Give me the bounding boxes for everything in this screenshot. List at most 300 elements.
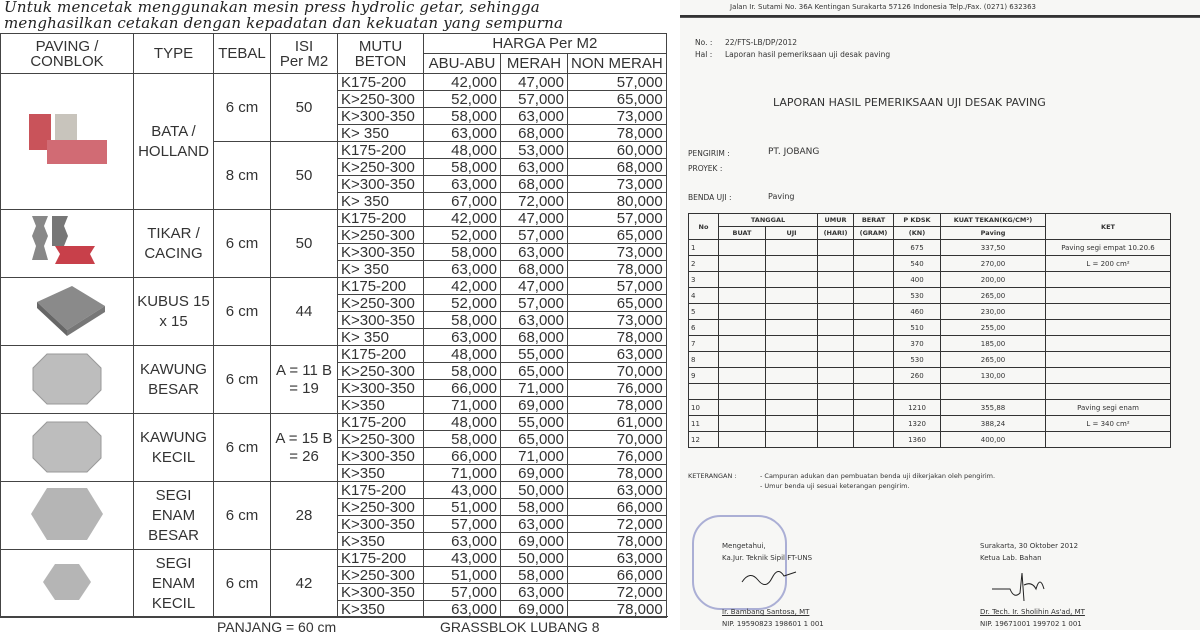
berat-cell [854,304,894,320]
header-abu: ABU-ABU [424,54,501,74]
tebal-cell: 6 cm [214,482,271,550]
isi-cell: 50 [271,142,338,210]
berat-cell [854,384,894,400]
umur-cell [818,384,854,400]
header-hari: (HARI) [818,227,854,240]
berat-cell [854,368,894,384]
price-row [1,550,667,567]
result-row [689,320,1171,336]
type-cell: SEGI ENAM BESAR [134,482,214,550]
mutu-cell: K>300-350 [338,380,424,397]
non-merah-price-cell: 73,000 [568,108,667,125]
merah-price-cell: 65,000 [501,431,568,448]
uji-cell [766,336,818,352]
non-merah-price-cell: 72,000 [568,584,667,601]
result-row [689,400,1171,416]
no-cell: 3 [689,272,719,288]
abu-price-cell: 42,000 [424,74,501,91]
no-cell: 9 [689,368,719,384]
header-ket: KET [1046,214,1171,240]
merah-price-cell: 68,000 [501,125,568,142]
header-umur: UMUR [818,214,854,227]
pkdsk-cell: 1210 [894,400,941,416]
merah-price-cell: 57,000 [501,227,568,244]
abu-price-cell: 48,000 [424,414,501,431]
table-footer-row [0,616,668,635]
non-merah-price-cell: 70,000 [568,363,667,380]
result-row [689,304,1171,320]
no-cell: 4 [689,288,719,304]
tebal-cell: 8 cm [214,142,271,210]
header-pkdsk: P KDSK [894,214,941,227]
kuat-tekan-cell: 130,00 [941,368,1046,384]
non-merah-price-cell: 57,000 [568,74,667,91]
header-non-merah: NON MERAH [568,54,667,74]
benda-uji-label: BENDA UJI : [688,193,732,202]
isi-cell: 44 [271,278,338,346]
benda-uji-value: Paving [768,192,795,201]
non-merah-price-cell: 78,000 [568,533,667,550]
kajur-label: Ka.Jur. Teknik Sipil FT-UNS [722,554,813,562]
buat-cell [719,288,766,304]
mutu-cell: K175-200 [338,346,424,363]
isi-cell: 50 [271,210,338,278]
non-merah-price-cell: 66,000 [568,499,667,516]
kuat-tekan-cell [941,384,1046,400]
abu-price-cell: 52,000 [424,295,501,312]
abu-price-cell: 57,000 [424,584,501,601]
merah-price-cell: 69,000 [501,601,568,618]
berat-cell [854,288,894,304]
umur-cell [818,336,854,352]
result-row [689,336,1171,352]
merah-price-cell: 63,000 [501,108,568,125]
abu-price-cell: 63,000 [424,261,501,278]
pkdsk-cell: 1320 [894,416,941,432]
abu-price-cell: 63,000 [424,601,501,618]
buat-cell [719,368,766,384]
mutu-cell: K>300-350 [338,108,424,125]
signature-2 [990,565,1050,605]
merah-price-cell: 57,000 [501,295,568,312]
ket-cell [1046,304,1171,320]
merah-price-cell: 53,000 [501,142,568,159]
pkdsk-cell: 530 [894,352,941,368]
buat-cell [719,304,766,320]
mutu-cell: K175-200 [338,278,424,295]
kuat-tekan-cell: 200,00 [941,272,1046,288]
isi-cell: 50 [271,74,338,142]
non-merah-price-cell: 73,000 [568,312,667,329]
buat-cell [719,384,766,400]
merah-price-cell: 71,000 [501,448,568,465]
ket-cell [1046,384,1171,400]
header-gram: (GRAM) [854,227,894,240]
uji-cell [766,288,818,304]
mutu-cell: K175-200 [338,414,424,431]
kuat-tekan-cell: 388,24 [941,416,1046,432]
header-paving: PAVING / CONBLOK [1,34,134,74]
mengetahui-label: Mengetahui, [722,542,766,550]
non-merah-price-cell: 76,000 [568,380,667,397]
berat-cell [854,432,894,448]
ket-cell [1046,368,1171,384]
berat-cell [854,240,894,256]
non-merah-price-cell: 65,000 [568,295,667,312]
mutu-cell: K>250-300 [338,363,424,380]
buat-cell [719,416,766,432]
pkdsk-cell: 460 [894,304,941,320]
tebal-cell: 6 cm [214,210,271,278]
umur-cell [818,256,854,272]
merah-price-cell: 50,000 [501,550,568,567]
paving-image-cell [1,210,134,278]
ket-cell [1046,320,1171,336]
non-merah-price-cell: 68,000 [568,159,667,176]
non-merah-price-cell: 63,000 [568,550,667,567]
report-title: LAPORAN HASIL PEMERIKSAAN UJI DESAK PAVING [773,96,1046,109]
paving-image-cell [1,550,134,618]
non-merah-price-cell: 57,000 [568,210,667,227]
no-cell: 10 [689,400,719,416]
buat-cell [719,240,766,256]
kuat-tekan-cell: 400,00 [941,432,1046,448]
non-merah-price-cell: 78,000 [568,465,667,482]
mutu-cell: K>350 [338,397,424,414]
pkdsk-cell: 530 [894,288,941,304]
keterangan-line-2: - Umur benda uji sesuai keterangan pengirim. [760,482,910,490]
mutu-cell: K>300-350 [338,448,424,465]
kuat-tekan-cell: 265,00 [941,288,1046,304]
uji-cell [766,304,818,320]
umur-cell [818,240,854,256]
merah-price-cell: 68,000 [501,261,568,278]
no-cell: 5 [689,304,719,320]
buat-cell [719,400,766,416]
pkdsk-cell: 260 [894,368,941,384]
paving-image-cell [1,482,134,550]
berat-cell [854,352,894,368]
abu-price-cell: 58,000 [424,431,501,448]
kuat-tekan-cell: 255,00 [941,320,1046,336]
umur-cell [818,400,854,416]
mutu-cell: K175-200 [338,142,424,159]
hal-value: Laporan hasil pemeriksaan uji desak paving [725,50,891,59]
umur-cell [818,320,854,336]
no-value: 22/FTS-LB/DP/2012 [725,38,798,47]
non-merah-price-cell: 73,000 [568,244,667,261]
hal-label: Hal : [695,50,713,59]
berat-cell [854,336,894,352]
abu-price-cell: 67,000 [424,193,501,210]
mutu-cell: K>250-300 [338,227,424,244]
abu-price-cell: 63,000 [424,329,501,346]
merah-price-cell: 58,000 [501,567,568,584]
merah-price-cell: 47,000 [501,278,568,295]
result-row [689,352,1171,368]
non-merah-price-cell: 63,000 [568,482,667,499]
paving-hex-image [4,484,130,547]
header-kn: (KN) [894,227,941,240]
header-paving: Paving [941,227,1046,240]
merah-price-cell: 65,000 [501,363,568,380]
berat-cell [854,320,894,336]
pkdsk-cell: 510 [894,320,941,336]
price-row [1,346,667,363]
grassblok-label: GRASSBLOK LUBANG 8 [440,619,600,635]
abu-price-cell: 51,000 [424,567,501,584]
uji-cell [766,352,818,368]
mutu-cell: K>250-300 [338,431,424,448]
uji-cell [766,384,818,400]
ket-cell: Paving segi enam [1046,400,1171,416]
abu-price-cell: 43,000 [424,482,501,499]
abu-price-cell: 66,000 [424,380,501,397]
berat-cell [854,256,894,272]
abu-price-cell: 42,000 [424,278,501,295]
non-merah-price-cell: 70,000 [568,431,667,448]
ket-cell [1046,272,1171,288]
paving-kawung-image [4,416,130,479]
buat-cell [719,432,766,448]
merah-price-cell: 55,000 [501,414,568,431]
proyek-label: PROYEK : [688,164,723,173]
merah-price-cell: 57,000 [501,91,568,108]
kuat-tekan-cell: 230,00 [941,304,1046,320]
header-harga: HARGA Per M2 [424,34,667,54]
mutu-cell: K175-200 [338,210,424,227]
merah-price-cell: 55,000 [501,346,568,363]
uji-cell [766,368,818,384]
merah-price-cell: 68,000 [501,176,568,193]
no-cell: 1 [689,240,719,256]
abu-price-cell: 52,000 [424,91,501,108]
merah-price-cell: 63,000 [501,159,568,176]
place-date: Surakarta, 30 Oktober 2012 [980,542,1079,550]
kuat-tekan-cell: 355,88 [941,400,1046,416]
non-merah-price-cell: 57,000 [568,278,667,295]
merah-price-cell: 72,000 [501,193,568,210]
result-row [689,240,1171,256]
mutu-cell: K>250-300 [338,295,424,312]
mutu-cell: K> 350 [338,261,424,278]
result-row [689,432,1171,448]
abu-price-cell: 63,000 [424,176,501,193]
result-row [689,272,1171,288]
non-merah-price-cell: 63,000 [568,346,667,363]
abu-price-cell: 52,000 [424,227,501,244]
type-cell: KAWUNG BESAR [134,346,214,414]
merah-price-cell: 69,000 [501,465,568,482]
non-merah-price-cell: 65,000 [568,91,667,108]
type-cell: KAWUNG KECIL [134,414,214,482]
paving-kawung-image [4,348,130,411]
panjang-label: PANJANG = 60 cm [217,619,337,635]
handwritten-note-line-2: menghasilkan cetakan dengan kepadatan dan kekuatan yang sempurna [4,14,564,32]
lab-report-document [680,0,1200,630]
signer-2-name: Dr. Tech. Ir. Sholihin As'ad, MT [980,608,1085,616]
paving-image-cell [1,346,134,414]
header-tanggal: TANGGAL [719,214,818,227]
price-row [1,278,667,295]
non-merah-price-cell: 78,000 [568,125,667,142]
university-seal-stamp [692,515,787,610]
uji-cell [766,256,818,272]
signer-1-name: Ir. Bambang Santosa, MT [722,608,810,616]
buat-cell [719,320,766,336]
no-cell: 2 [689,256,719,272]
non-merah-price-cell: 76,000 [568,448,667,465]
no-label: No. : [695,38,713,47]
pkdsk-cell: 370 [894,336,941,352]
berat-cell [854,400,894,416]
header-merah: MERAH [501,54,568,74]
no-cell: 6 [689,320,719,336]
tebal-cell: 6 cm [214,278,271,346]
keterangan-label: KETERANGAN : [688,472,737,480]
abu-price-cell: 71,000 [424,397,501,414]
abu-price-cell: 58,000 [424,312,501,329]
abu-price-cell: 58,000 [424,159,501,176]
mutu-cell: K>250-300 [338,159,424,176]
type-cell: KUBUS 15 x 15 [134,278,214,346]
non-merah-price-cell: 80,000 [568,193,667,210]
header-berat: BERAT [854,214,894,227]
tebal-cell: 6 cm [214,346,271,414]
type-cell: SEGI ENAM KECIL [134,550,214,618]
price-row [1,414,667,431]
isi-cell: 28 [271,482,338,550]
umur-cell [818,272,854,288]
header-uji: UJI [766,227,818,240]
price-row [1,210,667,227]
mutu-cell: K>250-300 [338,567,424,584]
umur-cell [818,288,854,304]
ket-cell [1046,432,1171,448]
letterhead-rule [680,15,1200,18]
umur-cell [818,416,854,432]
header-kuat: KUAT TEKAN(KG/CM²) [941,214,1046,227]
abu-price-cell: 51,000 [424,499,501,516]
merah-price-cell: 68,000 [501,329,568,346]
non-merah-price-cell: 78,000 [568,329,667,346]
paving-tikar-image [4,212,130,275]
ket-cell: L = 200 cm² [1046,256,1171,272]
header-tebal: TEBAL [214,34,271,74]
price-row [1,482,667,499]
header-no: No [689,214,719,240]
mutu-cell: K>300-350 [338,312,424,329]
berat-cell [854,416,894,432]
divider [668,0,680,630]
merah-price-cell: 58,000 [501,499,568,516]
ketua-label: Ketua Lab. Bahan [980,554,1042,562]
no-cell: 7 [689,336,719,352]
handwritten-note-line-1: Untuk mencetak menggunakan mesin press hydrolic getar, sehingga [4,0,540,16]
merah-price-cell: 63,000 [501,244,568,261]
mutu-cell: K>300-350 [338,244,424,261]
kuat-tekan-cell: 270,00 [941,256,1046,272]
uji-cell [766,320,818,336]
merah-price-cell: 50,000 [501,482,568,499]
mutu-cell: K>300-350 [338,516,424,533]
mutu-cell: K175-200 [338,550,424,567]
signature-1 [740,568,800,588]
signer-2-nip: NIP. 19671001 199702 1 001 [980,620,1082,628]
price-table [0,33,667,618]
pkdsk-cell: 400 [894,272,941,288]
paving-image-cell [1,74,134,210]
pkdsk-cell: 1360 [894,432,941,448]
non-merah-price-cell: 61,000 [568,414,667,431]
non-merah-price-cell: 65,000 [568,227,667,244]
kuat-tekan-cell: 185,00 [941,336,1046,352]
pengirim-label: PENGIRIM : [688,149,730,158]
abu-price-cell: 66,000 [424,448,501,465]
mutu-cell: K>300-350 [338,176,424,193]
non-merah-price-cell: 73,000 [568,176,667,193]
umur-cell [818,368,854,384]
result-row [689,384,1171,400]
result-row [689,368,1171,384]
result-row [689,416,1171,432]
mutu-cell: K>300-350 [338,584,424,601]
mutu-cell: K> 350 [338,193,424,210]
merah-price-cell: 63,000 [501,584,568,601]
abu-price-cell: 48,000 [424,142,501,159]
price-row [1,74,667,91]
kuat-tekan-cell: 265,00 [941,352,1046,368]
tebal-cell: 6 cm [214,414,271,482]
letterhead-address: Jalan Ir. Sutami No. 36A Kentingan Surakarta 57126 Indonesia Telp./Fax. (0271) 632363 [730,3,1037,11]
paving-image-cell [1,278,134,346]
uji-cell [766,416,818,432]
merah-price-cell: 69,000 [501,533,568,550]
tebal-cell: 6 cm [214,550,271,618]
umur-cell [818,304,854,320]
umur-cell [818,432,854,448]
mutu-cell: K>250-300 [338,499,424,516]
keterangan-line-1: - Campuran adukan dan pembuatan benda uji dikerjakan oleh pengirim. [760,472,996,480]
header-mutu: MUTU BETON [338,34,424,74]
non-merah-price-cell: 72,000 [568,516,667,533]
non-merah-price-cell: 60,000 [568,142,667,159]
isi-cell: 42 [271,550,338,618]
uji-cell [766,240,818,256]
merah-price-cell: 63,000 [501,516,568,533]
merah-price-cell: 47,000 [501,74,568,91]
type-cell: TIKAR / CACING [134,210,214,278]
no-cell: 12 [689,432,719,448]
uji-cell [766,432,818,448]
merah-price-cell: 69,000 [501,397,568,414]
mutu-cell: K175-200 [338,482,424,499]
mutu-cell: K> 350 [338,329,424,346]
result-row [689,256,1171,272]
non-merah-price-cell: 78,000 [568,601,667,618]
signer-1-nip: NIP. 19590823 198601 1 001 [722,620,824,628]
merah-price-cell: 63,000 [501,312,568,329]
tebal-cell: 6 cm [214,74,271,142]
non-merah-price-cell: 78,000 [568,261,667,278]
buat-cell [719,272,766,288]
uji-cell [766,400,818,416]
paving-image-cell [1,414,134,482]
mutu-cell: K>350 [338,601,424,618]
no-cell: 8 [689,352,719,368]
header-buat: BUAT [719,227,766,240]
pkdsk-cell [894,384,941,400]
